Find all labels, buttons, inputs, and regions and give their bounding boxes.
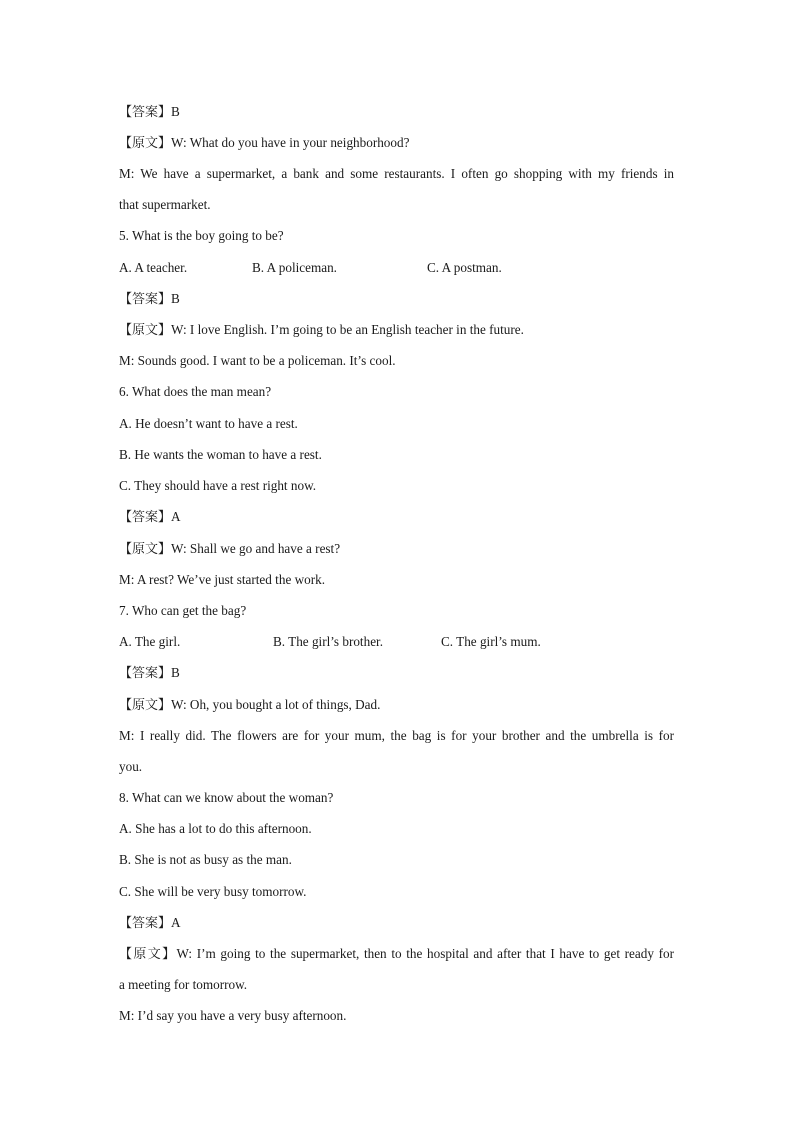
transcript-continuation: you. (119, 759, 143, 774)
option-b: B. The girl’s brother. (273, 634, 384, 649)
transcript-continuation: M: We have a supermarket, a bank and some restaurants. I often go shopping with my friends in (119, 166, 674, 181)
option-c: C. They should have a rest right now. (119, 478, 317, 493)
transcript-line (119, 540, 340, 559)
answer-line (119, 103, 180, 122)
answer-line (119, 664, 180, 683)
transcript-line (119, 134, 409, 153)
transcript-line (119, 321, 524, 340)
transcript-text: W: Shall we go and have a rest? (171, 541, 341, 556)
options-row (119, 259, 719, 277)
option-a: A. He doesn’t want to have a rest. (119, 416, 298, 431)
transcript-line (119, 696, 380, 715)
transcript-tag: 【原文】 (119, 136, 172, 151)
transcript-continuation: M: I’d say you have a very busy afternoon. (119, 1008, 347, 1023)
transcript-continuation: M: Sounds good. I want to be a policeman. It’s cool. (119, 353, 396, 368)
transcript-text: W: Oh, you bought a lot of things, Dad. (171, 697, 381, 712)
transcript-continuation: M: I really did. The flowers are for your mum, the bag is for your brother and the umbrella is for (119, 728, 674, 743)
question-5: 5. What is the boy going to be? (119, 228, 284, 243)
transcript-continuation: a meeting for tomorrow. (119, 977, 248, 992)
option-c: C. A postman. (427, 260, 502, 275)
question-8: 8. What can we know about the woman? (119, 790, 334, 805)
answer-tag: 【答案】 (119, 666, 172, 681)
transcript-line (119, 945, 674, 964)
transcript-text: W: I love English. I’m going to be an English teacher in the future. (171, 322, 524, 337)
option-b: B. A policeman. (252, 260, 337, 275)
transcript-continuation: M: A rest? We’ve just started the work. (119, 572, 325, 587)
options-row (119, 633, 719, 651)
transcript-text: W: What do you have in your neighborhood? (171, 135, 410, 150)
option-a: A. She has a lot to do this afternoon. (119, 821, 312, 836)
question-7: 7. Who can get the bag? (119, 603, 247, 618)
transcript-tag: 【原文】 (119, 947, 177, 962)
option-c: C. She will be very busy tomorrow. (119, 884, 307, 899)
answer-line (119, 290, 180, 309)
answer-line (119, 508, 181, 527)
answer-tag: 【答案】 (119, 292, 172, 307)
answer-value: B (171, 291, 180, 306)
answer-value: B (171, 104, 180, 119)
option-a: A. A teacher. (119, 260, 188, 275)
option-b: B. He wants the woman to have a rest. (119, 447, 322, 462)
option-a: A. The girl. (119, 634, 181, 649)
transcript-continuation: that supermarket. (119, 197, 211, 212)
answer-value: B (171, 665, 180, 680)
answer-tag: 【答案】 (119, 916, 172, 931)
transcript-tag: 【原文】 (119, 698, 172, 713)
answer-value: A (171, 915, 181, 930)
transcript-text: W: I’m going to the supermarket, then to the hospital and after that I have to get ready for (176, 946, 674, 961)
answer-tag: 【答案】 (119, 510, 172, 525)
question-6: 6. What does the man mean? (119, 384, 272, 399)
option-c: C. The girl’s mum. (441, 634, 541, 649)
transcript-tag: 【原文】 (119, 542, 172, 557)
option-b: B. She is not as busy as the man. (119, 852, 292, 867)
answer-value: A (171, 509, 181, 524)
transcript-tag: 【原文】 (119, 323, 172, 338)
answer-tag: 【答案】 (119, 105, 172, 120)
answer-line (119, 914, 181, 933)
